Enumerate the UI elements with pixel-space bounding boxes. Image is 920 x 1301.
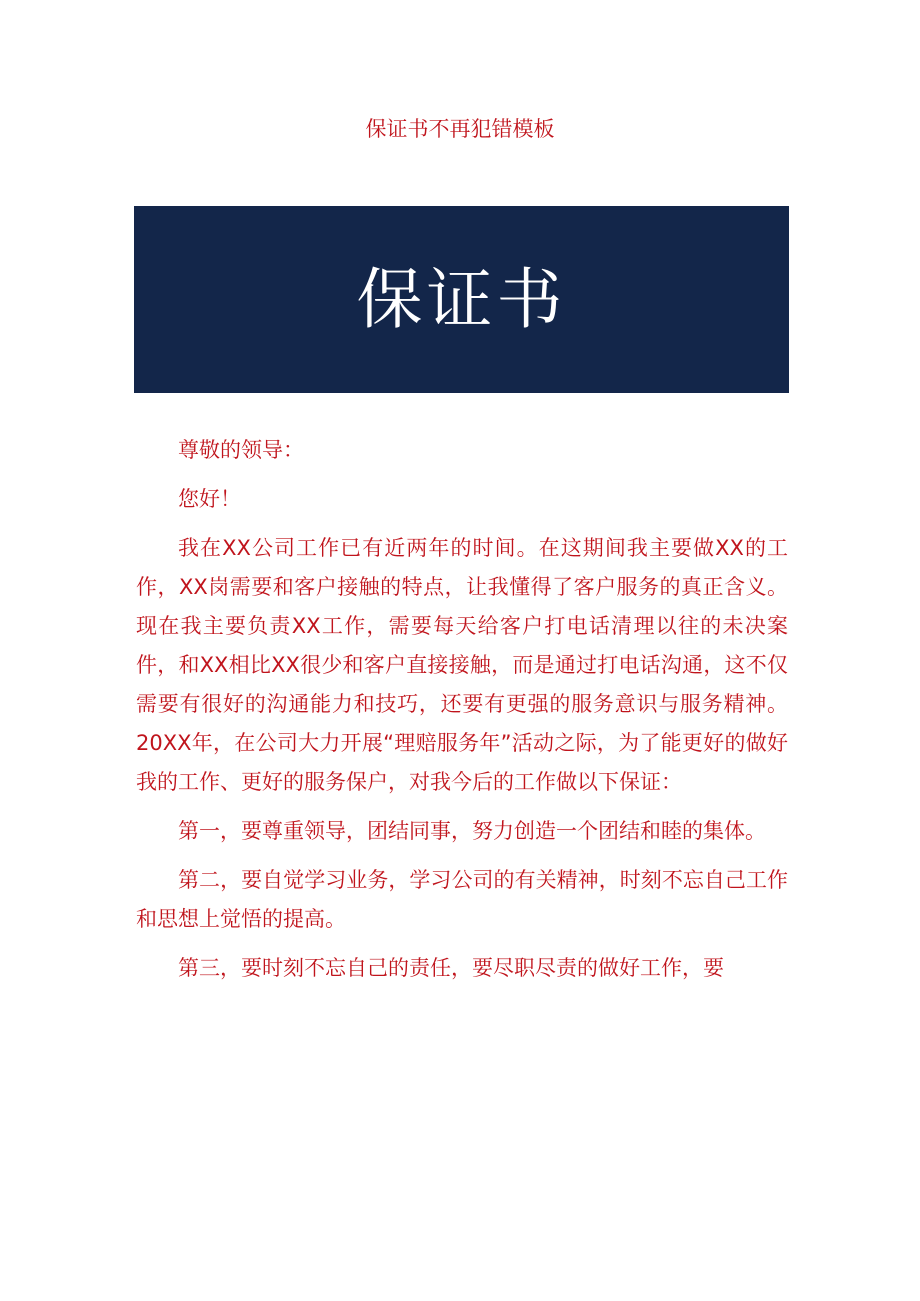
pledge-paragraph-2: 第二，要自觉学习业务，学习公司的有关精神，时刻不忘自己工作和思想上觉悟的提高。 bbox=[136, 868, 788, 931]
page-title: 保证书不再犯错模板 bbox=[365, 117, 555, 141]
pledge-paragraph-3: 第三，要时刻不忘自己的责任，要尽职尽责的做好工作，要 bbox=[178, 956, 724, 980]
title-banner bbox=[134, 206, 789, 393]
letter-body bbox=[136, 431, 788, 988]
greeting: 您好！ bbox=[178, 487, 241, 511]
pledge-paragraph-1: 第一，要尊重领导，团结同事，努力创造一个团结和睦的集体。 bbox=[178, 819, 766, 843]
banner-title: 保证书 bbox=[356, 260, 567, 338]
intro-paragraph: 我在XX公司工作已有近两年的时间。在这期间我主要做XX的工作，XX岗需要和客户接触的特点，让我懂得了客户服务的真正含义。现在我主要负责XX工作，需要每天给客户打电话清理以往的未决案件，和XX相比XX很少和客户直接接触，而是通过打电话沟通，这不仅需要有很好的沟通能力和技巧，还要有更强的服务意识与服务精神。20XX年，在公司大力开展“理赔服务年”活动之际，为了能更好的做好我的工作、更好的服务保户，对我今后的工作做以下保证： bbox=[136, 536, 788, 794]
salutation: 尊敬的领导： bbox=[178, 438, 304, 462]
